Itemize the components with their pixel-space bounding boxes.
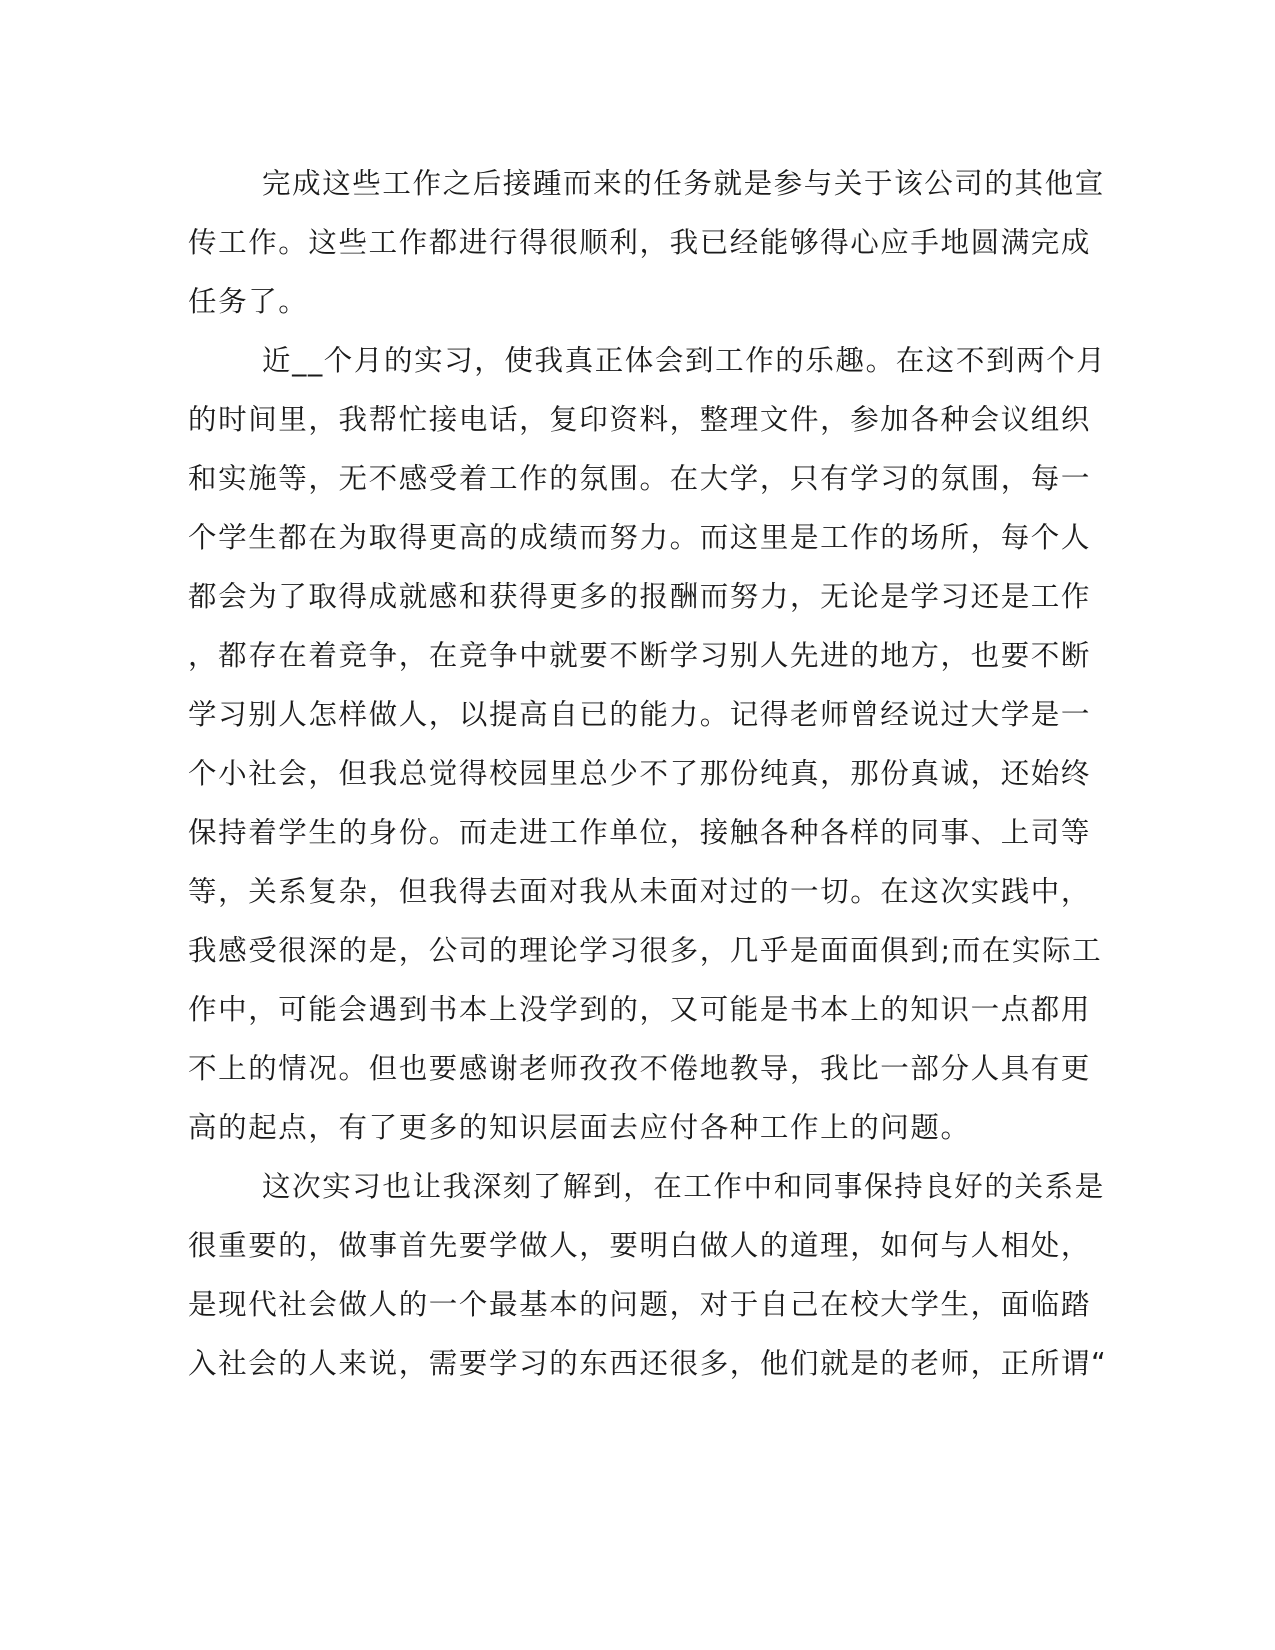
text-line: 和实施等，无不感受着工作的氛围。在大学，只有学习的氛围，每一 [188,462,1092,495]
text-line: 个学生都在为取得更高的成绩而努力。而这里是工作的场所，每个人 [188,521,1092,554]
text-line: 近__个月的实习，使我真正体会到工作的乐趣。在这不到两个月 [262,344,1107,377]
text-line: 学习别人怎样做人，以提高自已的能力。记得老师曾经说过大学是一 [188,698,1092,731]
text-line: 不上的情况。但也要感谢老师孜孜不倦地教导，我比一部分人具有更 [188,1052,1092,1085]
text-line: 这次实习也让我深刻了解到，在工作中和同事保持良好的关系是 [262,1170,1105,1203]
text-line: 很重要的，做事首先要学做人，要明白做人的道理，如何与人相处， [188,1229,1092,1262]
text-line: 高的起点，有了更多的知识层面去应付各种工作上的问题。 [188,1111,971,1144]
text-line: 个小社会，但我总觉得校园里总少不了那份纯真，那份真诚，还始终 [188,757,1092,790]
text-line: 我感受很深的是，公司的理论学习很多，几乎是面面俱到;而在实际工 [188,934,1103,967]
text-line: 都会为了取得成就感和获得更多的报酬而努力，无论是学习还是工作 [188,580,1092,613]
text-line: 是现代社会做人的一个最基本的问题，对于自己在校大学生，面临踏 [188,1288,1092,1321]
text-line: 完成这些工作之后接踵而来的任务就是参与关于该公司的其他宣 [262,167,1105,200]
text-line: 的时间里，我帮忙接电话，复印资料，整理文件，参加各种会议组织 [188,403,1092,436]
text-line: 传工作。这些工作都进行得很顺利，我已经能够得心应手地圆满完成 [188,226,1092,259]
text-line: 作中，可能会遇到书本上没学到的，又可能是书本上的知识一点都用 [188,993,1092,1026]
text-line: 任务了。 [188,285,309,318]
text-line: ，都存在着竞争，在竞争中就要不断学习别人先进的地方，也要不断 [188,639,1092,672]
text-line: 入社会的人来说，需要学习的东西还很多，他们就是的老师，正所谓“ [188,1347,1108,1380]
text-line: 等，关系复杂，但我得去面对我从未面对过的一切。在这次实践中， [188,875,1092,908]
text-line: 保持着学生的身份。而走进工作单位，接触各种各样的同事、上司等 [188,816,1092,849]
